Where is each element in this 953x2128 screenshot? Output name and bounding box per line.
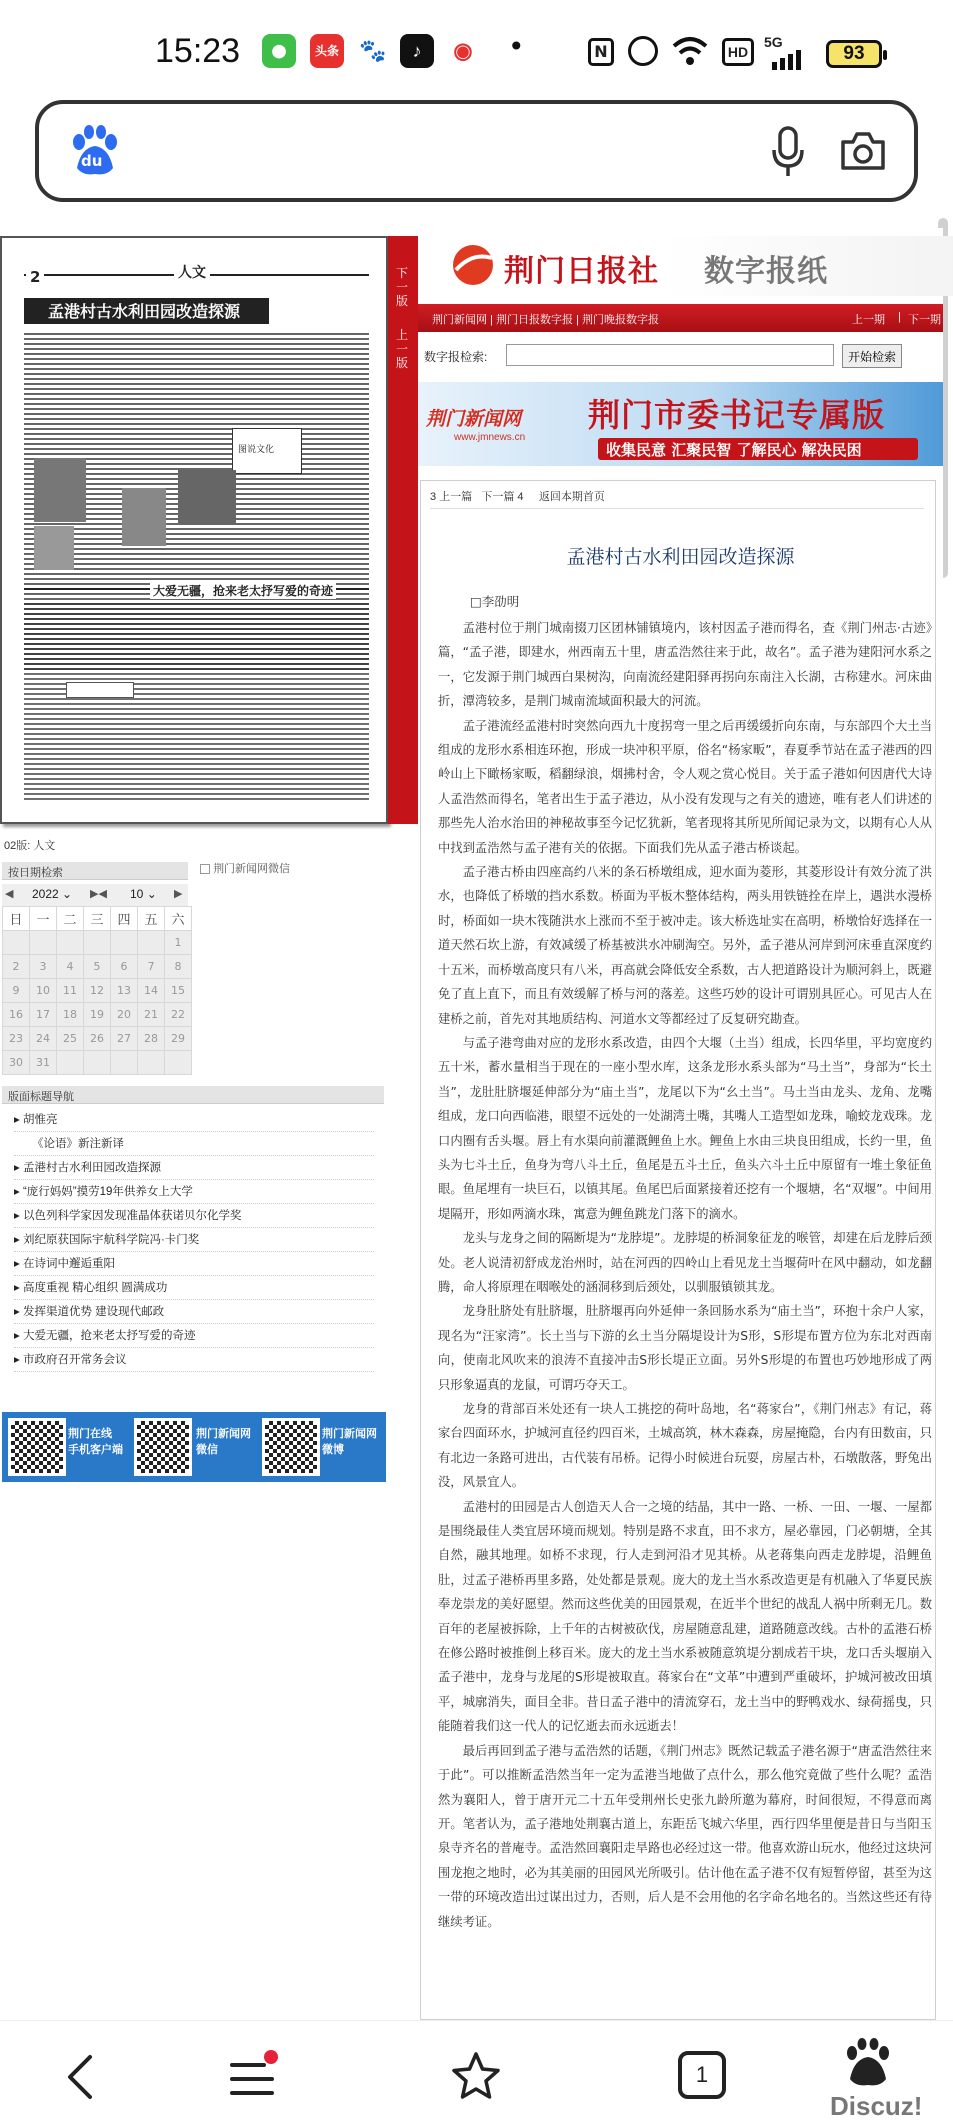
article-author: □李劭明 [470, 594, 520, 609]
calendar-day[interactable] [57, 931, 84, 955]
next-issue-link[interactable]: 下一期 [908, 314, 941, 326]
calendar-day[interactable]: 4 [57, 955, 84, 979]
calendar-day[interactable] [111, 1051, 138, 1075]
search-label: 数字报检索: [424, 350, 488, 364]
article-paragraph: 孟子港流经孟港村时突然向西九十度拐弯一里之后再缓缓折向东南，与东部四个大土当组成的龙形水系相连环抱，形成一块冲积平原，俗名“杨家畈”，春夏季节站在孟子港西的四岭山上下瞰杨家畈，稻翻绿浪，烟拂村舍，令人观之赏心悦目。关于孟子港如何因唐代大诗人孟浩然而得名，笔者出生于孟子港边，从小没有发现与之有关的遗迹，唯有老人们讲述的那些先人治水治田的神秘故事至今记忆犹新，笔者现将其所见所闻记录为文，以期有心人从中找到孟浩然与孟子港有关的依据。下面我们先从孟子港古桥谈起。 [438, 718, 932, 855]
article-paragraph: 最后再回到孟子港与孟浩然的话题，《荆门州志》既然记载孟子港名源于“唐孟浩然往来于此”。可以推断孟浩然当年一定为孟港当地做了点什么，那么他究竟做了些什么呢？孟浩然为襄阳人，曾于唐开元二十五年受荆州长史张九龄所邀为幕府，时间很短，不得意而离开。笔者认为，孟子港地处荆襄古道上，东距岳飞城六华里，西行四华里便是昔日与当阳玉泉寺齐名的普庵寺。孟浩然回襄阳走旱路也必经过这一带。他喜欢游山玩水，他经过这块河围龙抱之地时，必为其美丽的田园风光所吸引。估计他在孟子港不仅有短暂停留，甚至为这一带的环境改造出过谋出过力，否则，后人是不会用他的名字命名地名的。当然这些还有待继续考证。 [438, 1743, 932, 1929]
baidu-logo-text: du [81, 152, 103, 170]
nav-item-label: “庞行妈妈”摸劳19年供养女上大学 [22, 1186, 193, 1198]
calendar-day[interactable]: 21 [138, 1003, 165, 1027]
page-switch-strip [388, 236, 418, 824]
date-search-title: 按日期检索 [8, 867, 63, 879]
thumb-section: 人文 [174, 262, 210, 282]
article-title: 孟港村古水利田园改造探源 [566, 546, 795, 568]
calendar-day[interactable]: 28 [138, 1027, 165, 1051]
date-search-header [2, 862, 188, 880]
qr-code [134, 1418, 192, 1476]
calendar-day[interactable]: 1 [165, 931, 192, 955]
5g-signal-icon [770, 48, 810, 70]
year-select[interactable]: 2022 ⌄ [32, 887, 73, 901]
weekday: 四 [111, 907, 138, 931]
calendar-day[interactable]: 7 [138, 955, 165, 979]
nav-item-label: 在诗词中邂逅重阳 [22, 1258, 115, 1270]
search-button[interactable]: 开始检索 [842, 344, 902, 368]
calendar-day[interactable]: 10 [30, 979, 57, 1003]
qr-code [8, 1418, 66, 1476]
5g-label: 5G [764, 34, 783, 50]
nfc-icon: N [588, 38, 614, 66]
calendar-day[interactable]: 8 [165, 955, 192, 979]
browser-search-bar[interactable] [35, 100, 918, 202]
article-paragraph: 龙头与龙身之间的隔断堤为“龙脖堤”。龙脖堤的桥洞象征龙的喉管，却建在后龙脖后颈处。老人说清初舒成龙治州时，站在河西的四岭山上看见龙土当堰荷叶在风中翻动，如龙翻腾，命人将原理在咽喉处的涵洞移到后颈处，以驯服镇锁其龙。 [438, 1231, 932, 1294]
calendar-controls [2, 884, 188, 906]
calendar-day[interactable]: 13 [111, 979, 138, 1003]
calendar-day[interactable]: 22 [165, 1003, 192, 1027]
calendar-day[interactable]: 20 [111, 1003, 138, 1027]
calendar-day[interactable]: 3 [30, 955, 57, 979]
weekday: 三 [84, 907, 111, 931]
alarm-icon [628, 36, 658, 66]
nav-item-label: 孟港村古水利田园改造探源 [22, 1162, 161, 1174]
paper-search-input[interactable] [506, 344, 834, 366]
calendar [2, 906, 192, 1075]
article-body [438, 616, 932, 1934]
nav-item[interactable]: ▸ 高度重视 精心组织 圆满成功 [14, 1276, 374, 1300]
month-value: 10 [130, 887, 144, 901]
weixin-alt-text: 荆门新闻网微信 [213, 863, 291, 875]
prev-issue-link[interactable]: 上一期 [852, 314, 885, 326]
weekday: 日 [3, 907, 30, 931]
nav-item[interactable] [14, 1132, 374, 1156]
prev-article-link[interactable]: 3 上一篇 [430, 491, 473, 503]
back-icon[interactable] [54, 2049, 110, 2105]
calendar-day[interactable] [138, 931, 165, 955]
thumb-sub-headline: 大爱无疆，抢来老太抒写爱的奇迹 [150, 582, 336, 599]
calendar-day[interactable] [30, 931, 57, 955]
nav-item[interactable]: ▸ 刘纪原获国际宇航科学院冯·卡门奖 [14, 1228, 374, 1252]
promo-label: 荆门新闻网 微博 [322, 1428, 377, 1456]
bottom-navigation [0, 2020, 953, 2128]
calendar-day[interactable]: 24 [30, 1027, 57, 1051]
next-year-icon[interactable]: ▶◀ [90, 887, 107, 900]
next-page-link[interactable]: 下一版 [396, 266, 409, 308]
battery-indicator: 93 [826, 40, 882, 68]
qr-promo-banner[interactable] [2, 1412, 386, 1482]
calendar-day[interactable]: 12 [84, 979, 111, 1003]
issue-home-link[interactable]: 返回本期首页 [538, 491, 605, 503]
nav-item[interactable]: ▸ 发挥渠道优势 建设现代邮政 [14, 1300, 374, 1324]
thumb-page-no: 2 [26, 268, 44, 286]
calendar-day[interactable]: 15 [165, 979, 192, 1003]
next-article-link[interactable]: 下一篇 4 [481, 491, 524, 503]
nav-item[interactable]: ▸ 在诗词中邂逅重阳 [14, 1252, 374, 1276]
baidu-icon[interactable] [840, 2037, 896, 2093]
wifi-icon [672, 36, 708, 66]
qr-code [262, 1418, 320, 1476]
promo-label: 荆门新闻网 微信 [196, 1428, 251, 1456]
discuz-watermark: Discuz! [830, 2091, 923, 2121]
banner-logo: 荆门新闻网 [426, 408, 522, 430]
microphone-icon[interactable] [771, 126, 805, 178]
thumb-headline: 孟港村古水利田园改造探源 [48, 302, 241, 321]
banner-site: www.jmnews.cn [454, 432, 526, 443]
thumb-photo [122, 488, 166, 546]
calendar-day[interactable]: 11 [57, 979, 84, 1003]
baidu-icon: 🐾 [356, 34, 390, 68]
calendar-day[interactable]: 23 [3, 1027, 30, 1051]
calendar-day[interactable]: 30 [3, 1051, 30, 1075]
thumb-photo [178, 470, 236, 524]
month-select[interactable]: 10 ⌄ [130, 887, 157, 901]
thumb-box: 图说文化 [238, 445, 275, 455]
search-input[interactable] [139, 128, 739, 174]
menu-icon[interactable] [224, 2049, 280, 2105]
banner-title: 荆门市委书记专属版 [588, 396, 886, 434]
title-nav-header [2, 1086, 384, 1104]
nav-item[interactable]: ▸ 胡惟亮 [14, 1108, 374, 1132]
calendar-day[interactable]: 16 [3, 1003, 30, 1027]
calendar-day[interactable] [165, 1051, 192, 1075]
weekday: 二 [57, 907, 84, 931]
nav-item[interactable]: ▸ 以色列科学家因发现准晶体获诺贝尔化学奖 [14, 1204, 374, 1228]
calendar-day[interactable]: 29 [165, 1027, 192, 1051]
calendar-day[interactable] [84, 931, 111, 955]
prev-page-link[interactable]: 上一版 [396, 328, 409, 370]
calendar-day[interactable]: 17 [30, 1003, 57, 1027]
calendar-day[interactable]: 14 [138, 979, 165, 1003]
baidu-logo-icon [67, 124, 121, 178]
thumb-photo [34, 458, 86, 522]
article-paragraph: 与孟子港弯曲对应的龙形水系改造，由四个大堰（土当）组成，长四华里，平均宽度约五十米，蓄水量相当于现在的一座小型水库，这条龙形水系头部为“马土当”，身部为“长土当”，龙肚肚脐堰延伸部分为“庙土当”，龙尾以下为“幺土当”。马土当由龙头、龙角、龙嘴组成，龙口向西临港，眼望不远处的一处湖湾土嘴，其嘴人工造型如龙珠，喻蛟龙戏珠。龙口内圈有舌头堰。唇上有水渠向前灌溉鲤鱼上水。鲤鱼上水由三块良田组成，长约一里，鱼头为七斗土丘，鱼身为弯八斗土丘，鱼尾是五斗土丘，鱼头六斗土丘中原留有一堆土象征鱼眼。鱼尾埋有一块巨石，以镇其尾。鱼尾巴后面紧接着还挖有一个堰塘，名“双堰”。中间用堤隔开，形如两滴水珠，寓意为鲤鱼跳龙门落下的滴水。 [438, 1035, 932, 1221]
nav-item-label: 以色列科学家因发现准晶体获诺贝尔化学奖 [22, 1210, 242, 1222]
weekday: 五 [138, 907, 165, 931]
broken-image-icon [200, 864, 210, 874]
weekday: 六 [165, 907, 192, 931]
next-month-icon[interactable]: ▶ [174, 887, 183, 900]
clock: 15:23 [155, 32, 241, 70]
nav-item-label: 胡惟亮 [22, 1114, 58, 1126]
tabs-icon[interactable] [676, 2049, 732, 2105]
year-value: 2022 [32, 887, 59, 901]
page-thumbnail[interactable] [0, 236, 388, 824]
calendar-day[interactable]: 18 [57, 1003, 84, 1027]
nav-item[interactable]: ▸ 孟港村古水利田园改造探源 [14, 1156, 374, 1180]
banner-slogan: 收集民意 汇聚民智 了解民心 解决民困 [606, 441, 862, 459]
calendar-day[interactable]: 19 [84, 1003, 111, 1027]
article-paragraph: 孟子港古桥由四座高约八米的条石桥墩组成，迎水面为菱形，其菱形设计有效分流了洪水，也降低了桥墩的挡水系数。桥面为平板木整体结构，两头用铁链拴在岸上，遇洪水漫桥时，桥面如一块木筏随洪水上涨而不至于被冲走。该大桥选址实在高明，桥墩恰好选择在一道天然石坎上游，有效减缓了桥基被洪水冲刷淘空。另外，孟子港从河岸到河床垂直深度约十五米，而桥墩高度只有八米，再高就会降低安全系数，古人把道路设计为顺河斜上，既避免了直上直下，而且有效缓解了桥与河的落差。这些巧妙的设计可谓别具匠心。可见古人在建桥之前，首先对其地质结构、河道水文等都经过了反复研究勘查。 [438, 865, 932, 1026]
calendar-day[interactable]: 31 [30, 1051, 57, 1075]
article-paragraph: 龙身的背部百米处还有一块人工挑挖的荷叶岛地，名“蒋家台”，《荆门州志》有记，蒋家台四面环水，护城河直径约四百米，土城高筑，林木森森，房屋掩隐，台内有田数亩，只有北边一条路可进出，古代装有吊桥。记得小时候进台玩耍，房屋古朴，石墩散落，野兔出没，风景宜人。 [438, 1402, 932, 1490]
nav-item-label: 大爱无疆，抢来老太抒写爱的奇迹 [22, 1330, 196, 1342]
article-column [418, 228, 943, 2018]
nav-item-label: 刘纪原获国际宇航科学院冯·卡门奖 [22, 1234, 200, 1246]
calendar-day[interactable]: 2 [3, 955, 30, 979]
calendar-day[interactable] [138, 1051, 165, 1075]
calendar-day[interactable]: 6 [111, 955, 138, 979]
secretary-banner[interactable] [418, 382, 943, 466]
article-nav [430, 488, 605, 504]
calendar-day[interactable] [111, 931, 138, 955]
brand-sub: 数字报纸 [704, 254, 828, 289]
jingmen-logo-icon [450, 242, 496, 288]
hd-icon: HD [722, 38, 754, 66]
nav-item-label: 高度重视 精心组织 圆满成功 [22, 1282, 168, 1294]
calendar-day[interactable]: 26 [84, 1027, 111, 1051]
nav-item-label: 发挥渠道优势 建设现代邮政 [22, 1306, 165, 1318]
top-link-bar [418, 304, 943, 332]
brand-name: 荆门日报社 [504, 254, 659, 289]
calendar-day[interactable]: 5 [84, 955, 111, 979]
weibo-icon: ◉ [446, 34, 480, 68]
calendar-day[interactable]: 25 [57, 1027, 84, 1051]
article-paragraph: 孟港村位于荆门城南掇刀区团林铺镇境内，该村因孟子港而得名，查《荆门州志·古迹》篇，“孟子港，即建水，州西南五十里，唐孟浩然往来于此，故名”。孟子港为建阳河水系之一，它发源于荆门城西白果树沟，向南流经建阳驿再拐向东南注入长湖，古称建水。河床曲折，潭湾较多，是荆门城南流域面积最大的河流。 [438, 621, 932, 709]
wechat-icon: ⬤ [262, 34, 296, 68]
tabs-count: 1 [678, 2051, 726, 2099]
article-paragraph: 龙身肚脐处有肚脐堰，肚脐堰再向外延伸一条回肠水系为“庙土当”，环抱十余户人家，现名为“汪家湾”。长土当与下游的幺土当分隔堤设计为S形，S形堤布置方位为东北对西南向，使南北风吹来的浪涛不直接冲击S形长堤正立面。另外S形堤的布置也巧妙地形成了两只形象逼真的龙鼠，可谓巧夺天工。 [438, 1304, 932, 1392]
nav-item[interactable]: ▸ 大爱无疆，抢来老太抒写爱的奇迹 [14, 1324, 374, 1348]
notification-dot: • [508, 30, 525, 63]
tiktok-icon: ♪ [400, 34, 434, 68]
promo-label: 荆门在线 手机客户端 [68, 1428, 123, 1456]
calendar-day[interactable]: 27 [111, 1027, 138, 1051]
prev-year-icon[interactable]: ◀ [5, 887, 14, 900]
calendar-day[interactable] [3, 931, 30, 955]
star-icon[interactable] [448, 2049, 504, 2105]
status-bar [0, 0, 953, 90]
weixin-image-alt [200, 860, 290, 876]
site-links[interactable]: 荆门新闻网 | 荆门日报数字报 | 荆门晚报数字报 [432, 314, 659, 326]
nav-item-label: 市政府召开常务会议 [22, 1354, 127, 1366]
calendar-day[interactable] [84, 1051, 111, 1075]
camera-icon[interactable] [839, 130, 887, 172]
toutiao-icon: 头条 [310, 34, 344, 68]
thumb-photo [34, 526, 74, 570]
issue-separator: | [898, 311, 901, 323]
page-label: 02版: 人文 [4, 840, 56, 852]
article-paragraph: 孟港村的田园是古人创造天人合一之境的结晶，其中一路、一桥、一田、一堰、一屋都是围绕最佳人类宜居环境而规划。特别是路不求直，田不求方，屋必靠园，门必朝塘，全其自然，融其地理。如桥不求现，行人走到河沿才见其桥。从老蒋集向西走龙脖堤，沿鲤鱼肚，过孟子港桥再里多路，处处都是景观。庞大的龙土当水系改造更是有机融入了华夏民族奉龙崇龙的美好愿望。然而这些优美的田园景观，在近半个世纪的战乱人祸中所剩无几。数百年的老屋被拆除，上千年的古树被砍伐，房屋随意乱建，道路随意改线。古朴的孟港石桥在修公路时被推倒上移百米。庞大的龙土当水系被随意筑堤分割成若干块，龙口舌头堰崩入孟子港中，龙身与龙尾的S形堤被取直。蒋家台在“文革”中遭到严重破坏，护城河被改田填平，城廓消失，面目全非。昔日孟子港中的清流穿石，龙土当中的野鸭戏水、绿荷摇曳，只能随着我们这一代人的记忆逝去而永远逝去！ [438, 1499, 932, 1734]
nav-item[interactable]: ▸ 市政府召开常务会议 [14, 1348, 374, 1372]
nav-item[interactable]: ▸ “庞行妈妈”摸劳19年供养女上大学 [14, 1180, 374, 1204]
nav-item-label: 《论语》新注新译 [32, 1138, 124, 1150]
weekday: 一 [30, 907, 57, 931]
calendar-day[interactable] [57, 1051, 84, 1075]
masthead [428, 236, 953, 296]
title-nav-list [2, 1108, 384, 1390]
title-nav-title: 版面标题导航 [8, 1091, 74, 1103]
calendar-day[interactable]: 9 [3, 979, 30, 1003]
